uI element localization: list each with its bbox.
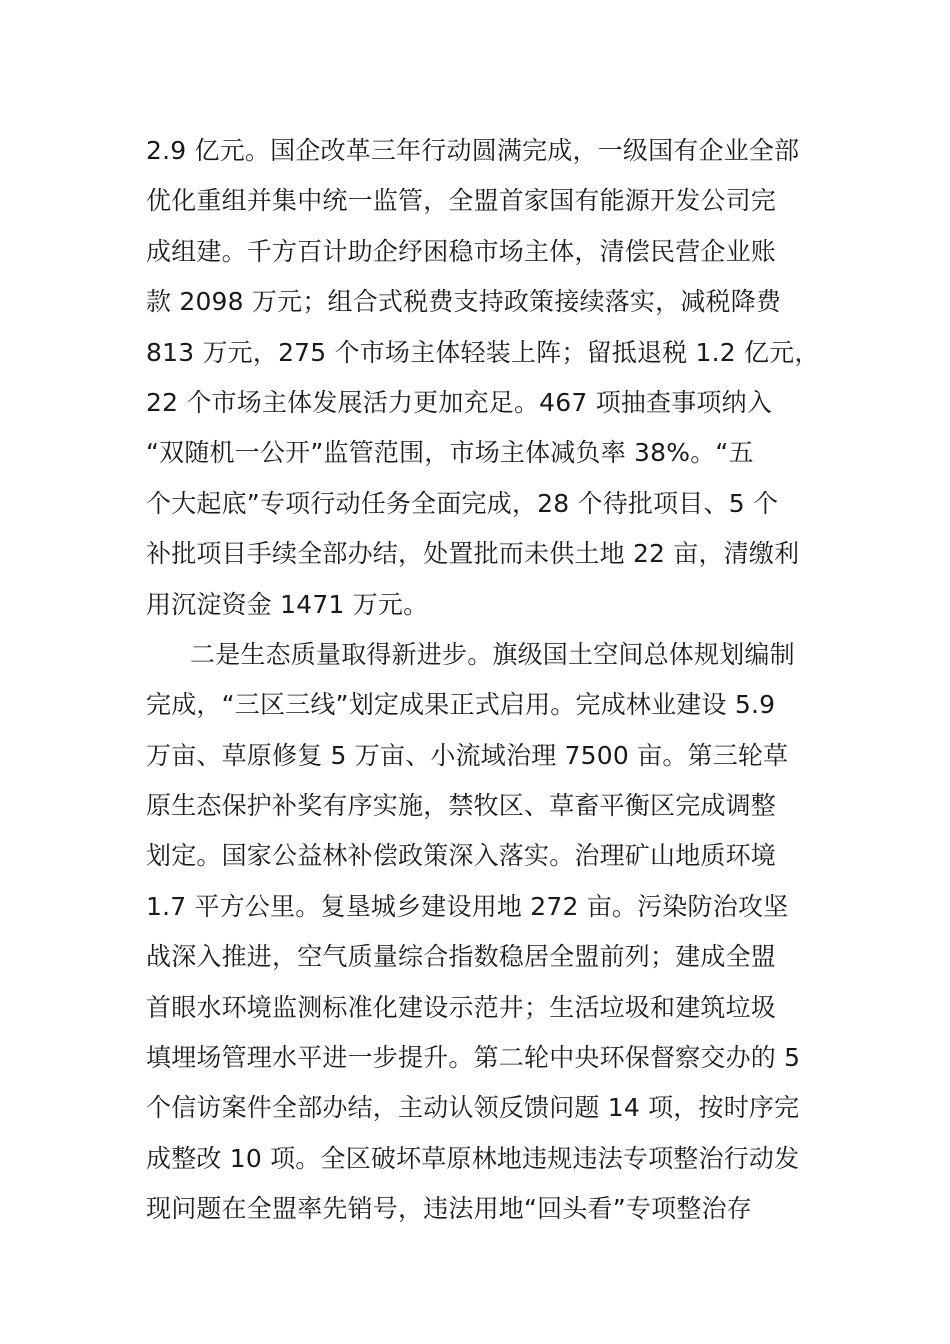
paragraph-1 — [146, 126, 820, 630]
paragraph-2-line: 战深入推进，空气质量综合指数稳居全盟前列；建成全盟 — [146, 942, 777, 972]
paragraph-2-line: 完成，“三区三线”划定成果正式启用。完成林业建设 5.9 — [146, 690, 776, 720]
paragraph-1-line: “双随机一公开”监管范围，市场主体减负率 38%。“五 — [146, 438, 754, 468]
paragraph-2-line: 首眼水环境监测标准化建设示范井；生活垃圾和建筑垃圾 — [146, 992, 777, 1022]
paragraph-1-line: 2.9 亿元。国企改革三年行动圆满完成，一级国有企业全部 — [146, 136, 800, 165]
paragraph-1-line: 用沉淀资金 1471 万元。 — [146, 589, 429, 619]
paragraph-1-line: 款 2098 万元；组合式税费支持政策接续落实，减税降费 — [146, 287, 782, 317]
paragraph-2-line: 原生态保护补奖有序实施，禁牧区、草畜平衡区完成调整 — [146, 791, 777, 821]
paragraph-1-line: 成组建。千方百计助企纾困稳市场主体，清偿民营企业账 — [146, 236, 777, 266]
paragraph-2-line: 现问题在全盟率先销号，违法用地“回头看”专项整治存 — [146, 1194, 752, 1224]
paragraph-2-first-line: 二是生态质量取得新进步。旗级国土空间总体规划编制 — [190, 639, 795, 669]
paragraph-1-line: 813 万元，275 个市场主体轻装上阵；留抵退税 1.2 亿元， — [146, 337, 820, 367]
paragraph-1-line: 补批项目手续全部办结，处置批而未供土地 22 亩，清缴利 — [146, 539, 800, 569]
paragraph-2-line: 填埋场管理水平进一步提升。第二轮中央环保督察交办的 5 — [146, 1043, 801, 1073]
paragraph-1-line: 22 个市场主体发展活力更加充足。467 项抽查事项纳入 — [146, 387, 773, 417]
paragraph-2-line: 万亩、草原修复 5 万亩、小流域治理 7500 亩。第三轮草 — [146, 740, 789, 770]
paragraph-2-line: 划定。国家公益林补偿政策深入落实。治理矿山地质环境 — [146, 841, 777, 871]
document-body — [146, 126, 820, 1235]
paragraph-1-line: 个大起底”专项行动任务全面完成，28 个待批项目、5 个 — [146, 488, 779, 518]
paragraph-1-line: 优化重组并集中统一监管，全盟首家国有能源开发公司完 — [146, 186, 777, 216]
paragraph-2 — [146, 630, 810, 1235]
paragraph-2-line: 成整改 10 项。全区破坏草原林地违规违法专项整治行动发 — [146, 1143, 800, 1173]
paragraph-2-line: 个信访案件全部办结，主动认领反馈问题 14 项，按时序完 — [146, 1093, 800, 1123]
paragraph-2-line: 1.7 平方公里。复垦城乡建设用地 272 亩。污染防治攻坚 — [146, 891, 789, 921]
